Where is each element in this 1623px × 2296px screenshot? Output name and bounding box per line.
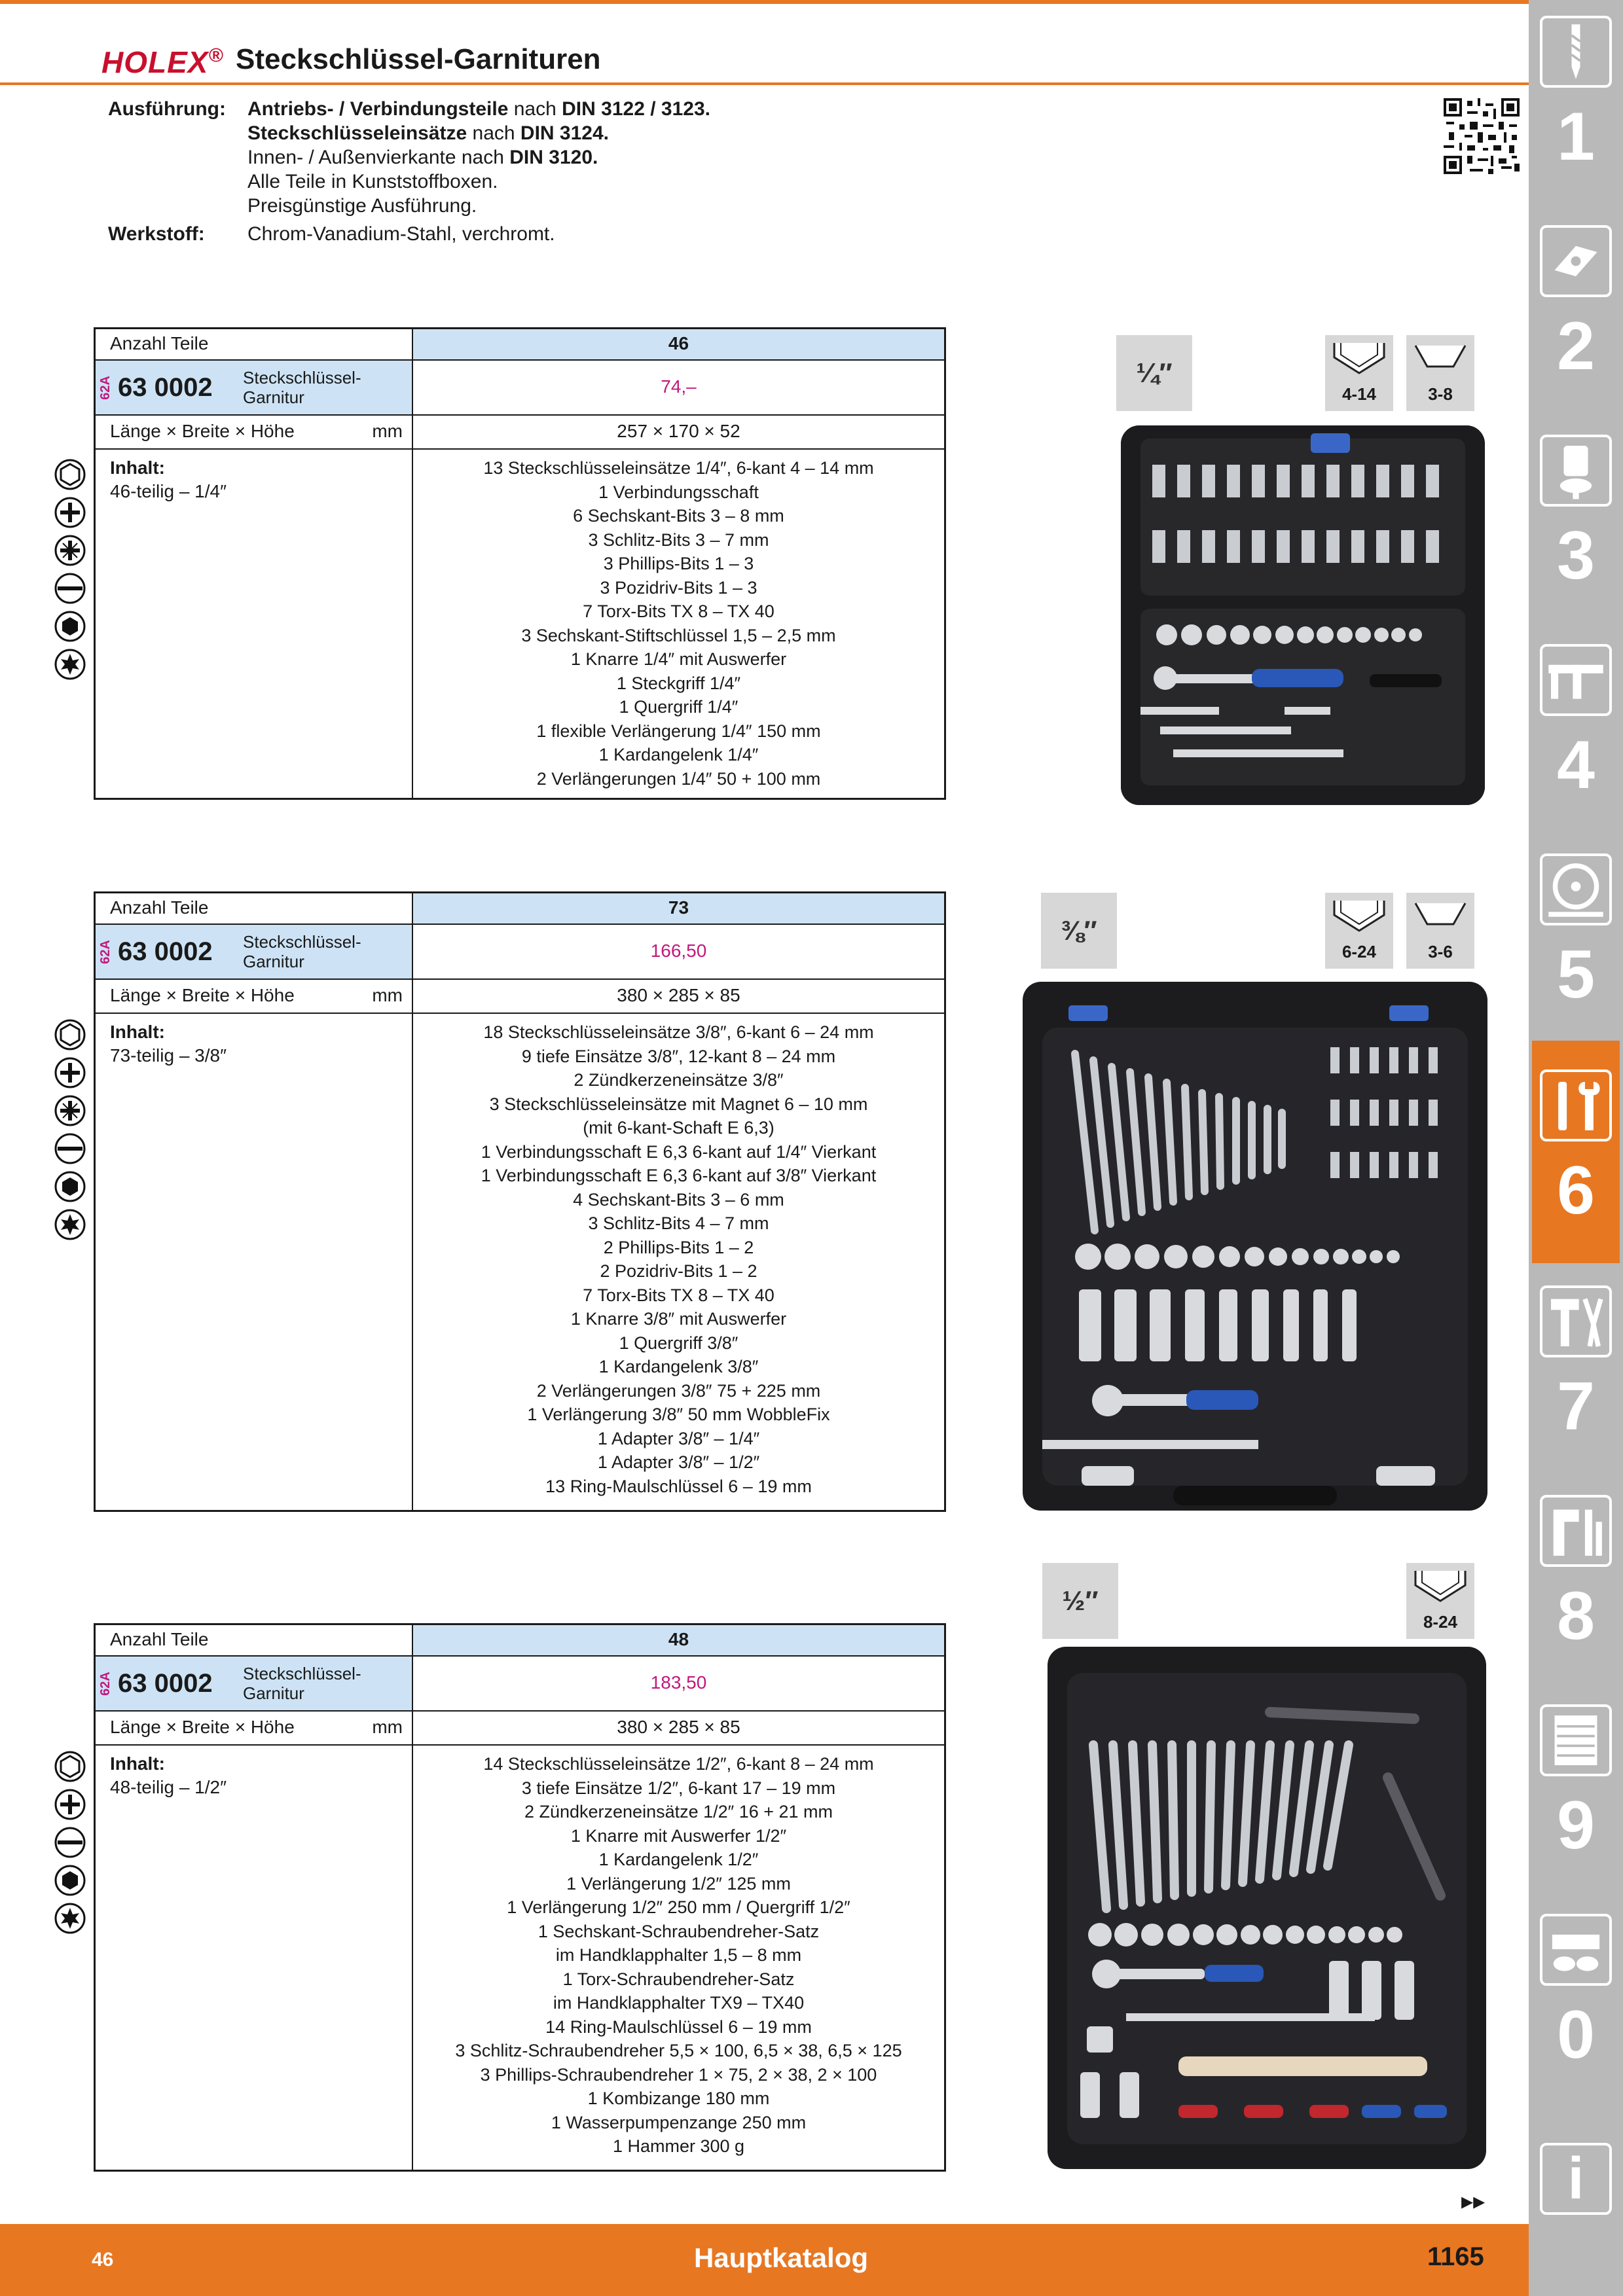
content-item: 1 Kardangelenk 3/8″ (598, 1357, 759, 1376)
content-item: 14 Ring-Maulschlüssel 6 – 19 mm (545, 2017, 812, 2037)
product-image-1[interactable] (1121, 425, 1485, 805)
content-item: 3 Phillips-Bits 1 – 3 (603, 554, 754, 573)
dimension-unit: mm (372, 985, 403, 1005)
safety-gear-icon (1540, 1914, 1612, 1986)
hexagon-socket-icon (54, 1750, 86, 1783)
tab-chapter-8[interactable] (1532, 1486, 1620, 1682)
content-list (413, 1746, 944, 2170)
tab-number: 6 (1557, 1153, 1595, 1229)
inhalt-subtitle: 73-teilig – 3/8″ (110, 1045, 227, 1066)
tool-cabinet-icon (1540, 1704, 1612, 1776)
product-table-2 (94, 891, 946, 1512)
tab-number: 5 (1557, 937, 1595, 1013)
profile-trap-box: 3-6 (1406, 893, 1474, 969)
content-item: 2 Pozidriv-Bits 1 – 2 (600, 1261, 757, 1281)
page-header (0, 39, 1529, 85)
content-item: 4 Sechskant-Bits 3 – 6 mm (573, 1189, 784, 1210)
content-item: 2 Zündkerzeneinsätze 3/8″ (574, 1070, 784, 1090)
article-description: Steckschlüssel- Garnitur (243, 368, 361, 407)
anzahl-value: 73 (413, 893, 944, 924)
dimension-label: Länge × Breite × Höhe (110, 421, 295, 441)
inhalt-label: Inhalt: (110, 457, 165, 478)
anzahl-value: 46 (413, 329, 944, 359)
profile-hex-box: 6-24 (1325, 893, 1393, 969)
tab-chapter-9[interactable] (1532, 1695, 1620, 1892)
product-image-3[interactable] (1048, 1647, 1486, 2169)
wrench-screwdriver-icon (1540, 1069, 1612, 1141)
tab-info[interactable] (1532, 2134, 1620, 2219)
drive-size-box: ½″ (1042, 1563, 1118, 1639)
tab-number: 0 (1557, 1997, 1595, 2073)
content-item: 1 Knarre mit Auswerfer 1/2″ (570, 1825, 787, 1846)
dimension-unit: mm (372, 421, 403, 441)
product-table-1 (94, 327, 946, 800)
category-badge: 62A (98, 1671, 113, 1696)
tab-number: 1 (1557, 99, 1595, 175)
content-item: 1 Kombizange 180 mm (587, 2089, 770, 2108)
content-item: 1 Verlängerung 1/2″ 250 mm / Quergriff 1/2″ (507, 1897, 850, 1917)
content-item: 1 Hammer 300 g (612, 2136, 745, 2156)
next-page-icon[interactable]: ▸▸ (1461, 2187, 1486, 2214)
content-item: 1 Kardangelenk 1/4″ (598, 745, 759, 764)
content-item: 1 Torx-Schraubendreher-Satz (562, 1969, 795, 1989)
page-footer (0, 2224, 1529, 2296)
content-item: 3 Pozidriv-Bits 1 – 3 (600, 577, 757, 598)
hexagon-socket-icon (54, 1018, 86, 1051)
product-image-2[interactable] (1023, 982, 1487, 1511)
dimension-label: Länge × Breite × Höhe (110, 985, 295, 1005)
tab-number: 7 (1557, 1369, 1595, 1444)
content-item: 3 Phillips-Schraubendreher 1 × 75, 2 × 38, 2 × 100 (480, 2064, 877, 2085)
drive-size-box: ⅜″ (1041, 893, 1117, 969)
content-item: 1 Adapter 3/8″ – 1/2″ (597, 1452, 760, 1472)
profile-icons-2 (54, 1018, 86, 1246)
anzahl-value: 48 (413, 1625, 944, 1655)
tab-chapter-7[interactable] (1532, 1276, 1620, 1473)
hex-bit-icon (54, 610, 86, 643)
spec-key-werkstoff: Werkstoff: (108, 223, 205, 245)
slotted-icon (54, 1826, 86, 1859)
content-item: 14 Steckschlüsseleinsätze 1/2″, 6-kant 8 – 24 mm (483, 1754, 874, 1774)
info-icon: i (1540, 2143, 1612, 2215)
tab-number: 2 (1557, 308, 1595, 384)
tab-chapter-3[interactable] (1532, 425, 1620, 622)
content-item: 18 Steckschlüsseleinsätze 3/8″, 6-kant 6 – 24 mm (483, 1022, 874, 1042)
category-badge: 62A (98, 939, 113, 964)
caliper-icon (1540, 644, 1612, 716)
content-item: (mit 6-kant-Schaft E 6,3) (583, 1118, 775, 1138)
tab-number: 3 (1557, 518, 1595, 594)
content-item: 2 Verlängerungen 1/4″ 50 + 100 mm (536, 768, 821, 789)
inhalt-subtitle: 46-teilig – 1/4″ (110, 481, 227, 501)
tab-number: 4 (1557, 727, 1595, 803)
hexagon-socket-icon (54, 458, 86, 491)
article-number[interactable]: 63 0002 (118, 1668, 213, 1698)
tab-chapter-6-active[interactable] (1532, 1041, 1620, 1263)
content-item: 2 Verlängerungen 3/8″ 75 + 225 mm (536, 1380, 821, 1401)
content-item: 1 Adapter 3/8″ – 1/4″ (597, 1428, 760, 1448)
pozidriv-icon (54, 534, 86, 567)
hex-profile-icon (1413, 1568, 1468, 1605)
content-item: 2 Phillips-Bits 1 – 2 (603, 1237, 754, 1257)
workshop-tools-icon (1540, 1495, 1612, 1567)
inhalt-subtitle: 48-teilig – 1/2″ (110, 1777, 227, 1797)
torx-icon (54, 1208, 86, 1241)
catalog-page-number: 46 (92, 2249, 114, 2270)
price: 166,50 (650, 941, 707, 961)
phillips-icon (54, 496, 86, 529)
slotted-icon (54, 1132, 86, 1165)
content-item: 1 Quergriff 3/8″ (619, 1333, 739, 1353)
tab-number: 9 (1557, 1787, 1595, 1863)
content-item: 9 tiefe Einsätze 3/8″, 12-kant 8 – 24 mm (521, 1046, 836, 1066)
article-description: Steckschlüssel- Garnitur (243, 1664, 361, 1703)
dimension-unit: mm (372, 1717, 403, 1737)
content-item: 3 Sechskant-Stiftschlüssel 1,5 – 2,5 mm (521, 625, 836, 645)
content-item: im Handklapphalter TX9 – TX40 (553, 1993, 805, 2013)
article-number[interactable]: 63 0002 (118, 372, 213, 402)
content-item: 7 Torx-Bits TX 8 – TX 40 (583, 1285, 775, 1305)
catalog-name: Hauptkatalog (694, 2242, 869, 2273)
content-item: 3 Schlitz-Schraubendreher 5,5 × 100, 6,5 × 38, 6,5 × 125 (455, 2041, 902, 2060)
inhalt-label: Inhalt: (110, 1022, 165, 1042)
torx-icon (54, 1902, 86, 1935)
hammer-pliers-icon (1540, 1285, 1612, 1357)
content-item: 1 Verbindungsschaft (598, 482, 759, 502)
slotted-icon (54, 572, 86, 605)
spec-val-ausfuehrung: Antriebs- / Verbindungsteile nach DIN 3122 / 3123. Steckschlüsseleinsätze nach DIN 3124. Innen- / Außenvierkante nach DIN 3120. Alle Teile in Kunststoffboxen. Preisgünstige Ausführung. (247, 98, 710, 217)
content-item: 3 tiefe Einsätze 1/2″, 6-kant 17 – 19 mm (521, 1778, 836, 1798)
content-item: 6 Sechskant-Bits 3 – 8 mm (573, 506, 784, 526)
dimension-label: Länge × Breite × Höhe (110, 1717, 295, 1737)
content-list (413, 450, 944, 798)
content-item: 1 Verlängerung 3/8″ 50 mm WobbleFix (527, 1405, 830, 1424)
tab-chapter-1[interactable] (1532, 7, 1620, 203)
content-item: 1 Knarre 1/4″ mit Auswerfer (570, 649, 787, 669)
content-item: 1 Quergriff 1/4″ (619, 697, 739, 717)
hex-bit-icon (54, 1170, 86, 1203)
cutting-disc-icon (1540, 853, 1612, 925)
trapezoid-profile-icon (1413, 898, 1468, 935)
tab-chapter-4[interactable] (1532, 635, 1620, 831)
drive-size-box: ¼″ (1116, 335, 1192, 411)
content-item: 1 Knarre 3/8″ mit Auswerfer (570, 1309, 787, 1329)
dimension-value: 380 × 285 × 85 (617, 1717, 740, 1737)
content-item: 2 Zündkerzeneinsätze 1/2″ 16 + 21 mm (524, 1802, 833, 1821)
content-item: 1 Kardangelenk 1/2″ (598, 1850, 759, 1869)
content-item: 1 Verbindungsschaft E 6,3 6-kant auf 1/4″ Vierkant (481, 1141, 877, 1162)
content-item: im Handklapphalter 1,5 – 8 mm (555, 1945, 802, 1965)
article-description: Steckschlüssel- Garnitur (243, 932, 361, 971)
content-item: 1 Steckgriff 1/4″ (616, 673, 741, 693)
page-title: Steckschlüssel-Garnituren (236, 43, 601, 75)
profile-icons-1 (54, 458, 86, 686)
content-item: 13 Ring-Maulschlüssel 6 – 19 mm (545, 1476, 812, 1496)
tab-chapter-0[interactable] (1532, 1905, 1620, 2101)
trapezoid-profile-icon (1413, 340, 1468, 377)
anzahl-label: Anzahl Teile (96, 329, 413, 359)
content-item: 13 Steckschlüsseleinsätze 1/4″, 6-kant 4 – 14 mm (483, 458, 874, 478)
spec-val-werkstoff: Chrom-Vanadium-Stahl, verchromt. (247, 223, 555, 245)
anzahl-label: Anzahl Teile (96, 893, 413, 924)
tab-number: 8 (1557, 1578, 1595, 1654)
drill-bit-icon (1540, 16, 1612, 88)
content-item: 3 Steckschlüsseleinsätze mit Magnet 6 – 10 mm (489, 1094, 868, 1114)
content-item: 1 Verlängerung 1/2″ 125 mm (566, 1873, 791, 1893)
content-item: 1 Wasserpumpenzange 250 mm (551, 2112, 807, 2132)
phillips-icon (54, 1056, 86, 1089)
price: 74,– (661, 376, 697, 397)
dimension-value: 257 × 170 × 52 (617, 421, 740, 441)
profile-icons-3 (54, 1750, 86, 1940)
page-number: 1165 (1427, 2242, 1484, 2271)
hex-profile-icon (1332, 340, 1387, 377)
content-item: 1 Sechskant-Schraubendreher-Satz (538, 1921, 820, 1941)
content-item: 7 Torx-Bits TX 8 – TX 40 (583, 601, 775, 621)
hex-bit-icon (54, 1864, 86, 1897)
top-rule (0, 0, 1529, 4)
inhalt-label: Inhalt: (110, 1753, 165, 1774)
category-badge: 62A (98, 375, 113, 400)
qr-code-icon[interactable] (1444, 98, 1520, 174)
price: 183,50 (650, 1672, 707, 1693)
content-item: 1 flexible Verlängerung 1/4″ 150 mm (536, 721, 821, 741)
pozidriv-icon (54, 1094, 86, 1127)
tab-chapter-2[interactable] (1532, 216, 1620, 412)
phillips-icon (54, 1788, 86, 1821)
profile-hex-box: 4-14 (1325, 335, 1393, 411)
spec-block (108, 97, 902, 246)
torx-icon (54, 648, 86, 681)
hex-profile-icon (1332, 898, 1387, 935)
anzahl-label: Anzahl Teile (96, 1625, 413, 1655)
tool-holder-icon (1540, 435, 1612, 507)
spec-key-ausfuehrung: Ausführung: (108, 98, 226, 120)
milling-insert-icon (1540, 225, 1612, 297)
dimension-value: 380 × 285 × 85 (617, 985, 740, 1005)
brand-logo: HOLEX® (101, 45, 224, 79)
article-number[interactable]: 63 0002 (118, 937, 213, 966)
content-list (413, 1014, 944, 1510)
profile-trap-box: 3-8 (1406, 335, 1474, 411)
content-item: 3 Schlitz-Bits 4 – 7 mm (588, 1213, 769, 1233)
content-item: 3 Schlitz-Bits 3 – 7 mm (588, 529, 769, 550)
tab-chapter-5[interactable] (1532, 844, 1620, 1041)
content-item: 1 Verbindungsschaft E 6,3 6-kant auf 3/8″ Vierkant (481, 1166, 877, 1185)
product-table-3 (94, 1623, 946, 2172)
profile-hex-box: 8-24 (1406, 1563, 1474, 1639)
